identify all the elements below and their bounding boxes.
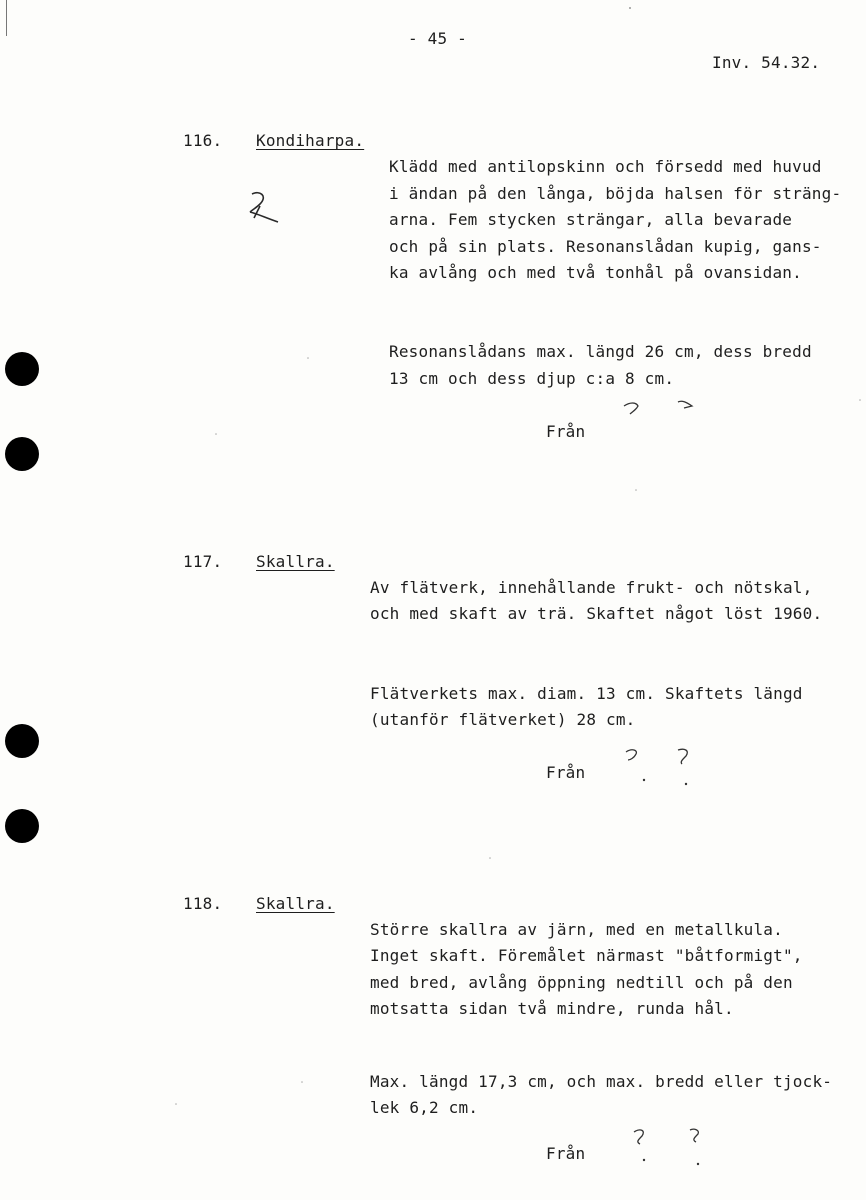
page-edge-line	[6, 0, 7, 36]
from-label: Från	[546, 763, 586, 782]
entry-number: 118.	[183, 894, 223, 913]
entry-name: Kondiharpa.	[256, 131, 365, 150]
from-label: Från	[546, 1144, 586, 1163]
punch-hole	[5, 809, 39, 843]
punch-hole	[5, 352, 39, 386]
document-page: - 45 - Inv. 54.32. 116. Kondiharpa. Klädd med antilopskinn och försedd med huvud i ändan på den långa, böjda halsen för sträng- arna. Fem stycken strängar, alla bevarade och på sin plats. Resonanslådan kupig, gans- ka avlång och med två tonhål på ovansidan. Resonanslådans max. längd 26 cm, dess bredd 13 cm och dess djup c:a 8 cm. Från 117. Skallra. Av flätverk, innehållande frukt- och nötskal, och med skaft av trä. Skaftet något löst 1960. Flätverkets max. diam. 13 cm. Skaftets längd (utanför flätverket) 28 cm. Från 118. Skallra. Större skallra av järn, med en metallkula. Inget skaft. Föremålet närmast "båtformigt", med bred, avlång öppning nedtill och på den motsatta sidan två mindre, runda hål. Max. längd 17,3 cm, och max. bredd eller tjock- lek 6,2 cm. Från	[0, 0, 866, 1200]
page-number: - 45 -	[408, 29, 467, 48]
entry-number: 116.	[183, 131, 223, 150]
entry-name: Skallra.	[256, 894, 335, 913]
handwritten-mark	[622, 398, 702, 428]
punch-hole	[5, 437, 39, 471]
from-label: Från	[546, 422, 586, 441]
entry-name: Skallra.	[256, 552, 335, 571]
entry-number: 117.	[183, 552, 223, 571]
handwritten-mark	[628, 1124, 708, 1168]
handwritten-mark	[622, 746, 702, 786]
punch-hole	[5, 724, 39, 758]
inventory-number: Inv. 54.32.	[712, 53, 821, 72]
handwritten-r-mark	[244, 188, 284, 234]
